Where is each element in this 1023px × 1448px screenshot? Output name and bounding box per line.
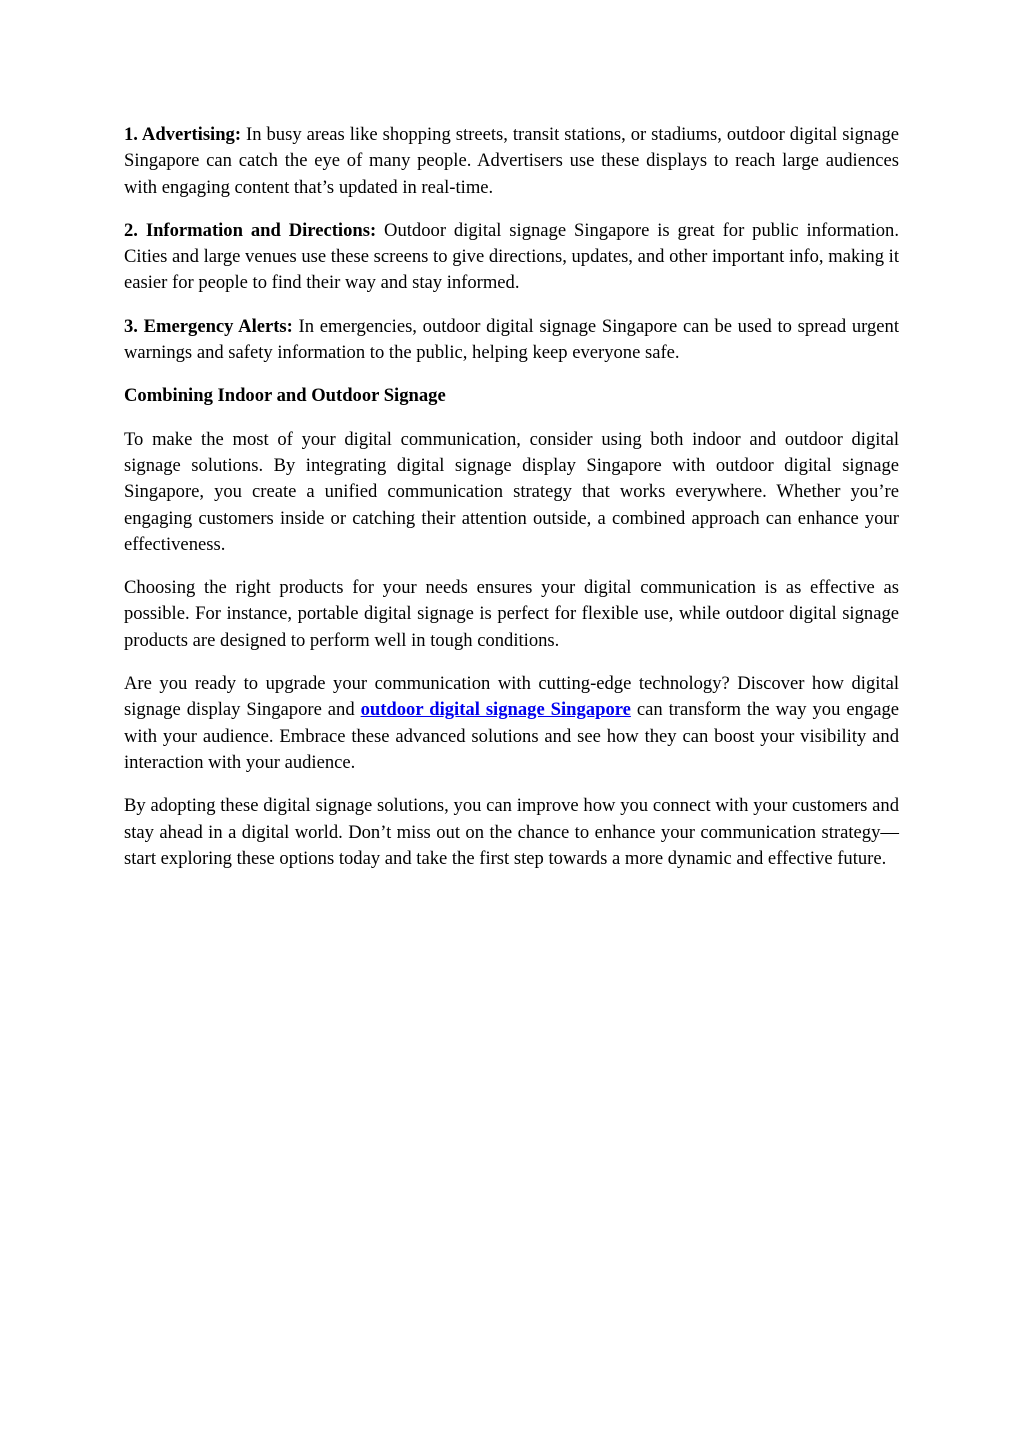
cta-text-before: Are you ready to upgrade your communication with cutting-edge technology? Discover how digital signage display Singapore and (124, 673, 899, 721)
paragraph-choosing-products: Choosing the right products for your needs ensures your digital communication is as effective as possible. For instance, portable digital signage is perfect for flexible use, while outdoor digital signage products are designed to perform well in tough conditions. (124, 577, 899, 651)
list-item-label: 1. Advertising: (124, 124, 242, 145)
list-item-text: In emergencies, outdoor digital signage Singapore can be used to spread urgent warnings and safety information to the public, helping keep everyone safe. (124, 315, 899, 364)
section-heading: Combining Indoor and Outdoor Signage (124, 385, 446, 407)
list-item-label: 2. Information and Directions: (124, 219, 377, 241)
list-item-emergency-alerts (124, 314, 899, 367)
list-item-text: In busy areas like shopping streets, transit stations, or stadiums, outdoor digital signage Singapore can catch the eye of many people. Advertisers use these displays to reach large audiences with engaging content that’s updated in real-time. (124, 124, 899, 198)
list-item-information-directions (124, 218, 899, 297)
document-page (124, 122, 899, 889)
cta-text-after: can transform the way you engage with your audience. Embrace these advanced solutions and see how they can boost your visibility and interaction with your audience. (124, 699, 900, 773)
outdoor-signage-link[interactable]: outdoor digital signage Singapore (360, 699, 631, 721)
paragraph-combining: To make the most of your digital communication, consider using both indoor and outdoor digital signage solutions. By integrating digital signage display Singapore with outdoor digital signage Singapore, you create a unified communication strategy that works everywhere. Whether you’re engaging customers inside or catching their attention outside, a combined approach can enhance your effectiveness. (124, 428, 899, 555)
list-item-advertising (124, 122, 899, 201)
paragraph-call-to-action (124, 671, 899, 776)
list-item-text: Outdoor digital signage Singapore is great for public information. Cities and large venues use these screens to give directions, updates, and other important info, making it easier for people to find their way and stay informed. (124, 219, 899, 294)
list-item-label: 3. Emergency Alerts: (124, 315, 293, 337)
paragraph-closing: By adopting these digital signage solutions, you can improve how you connect with your customers and stay ahead in a digital world. Don’t miss out on the chance to enhance your communication strategy—start exploring these options today and take the first step towards a more dynamic and effective future. (124, 795, 899, 869)
